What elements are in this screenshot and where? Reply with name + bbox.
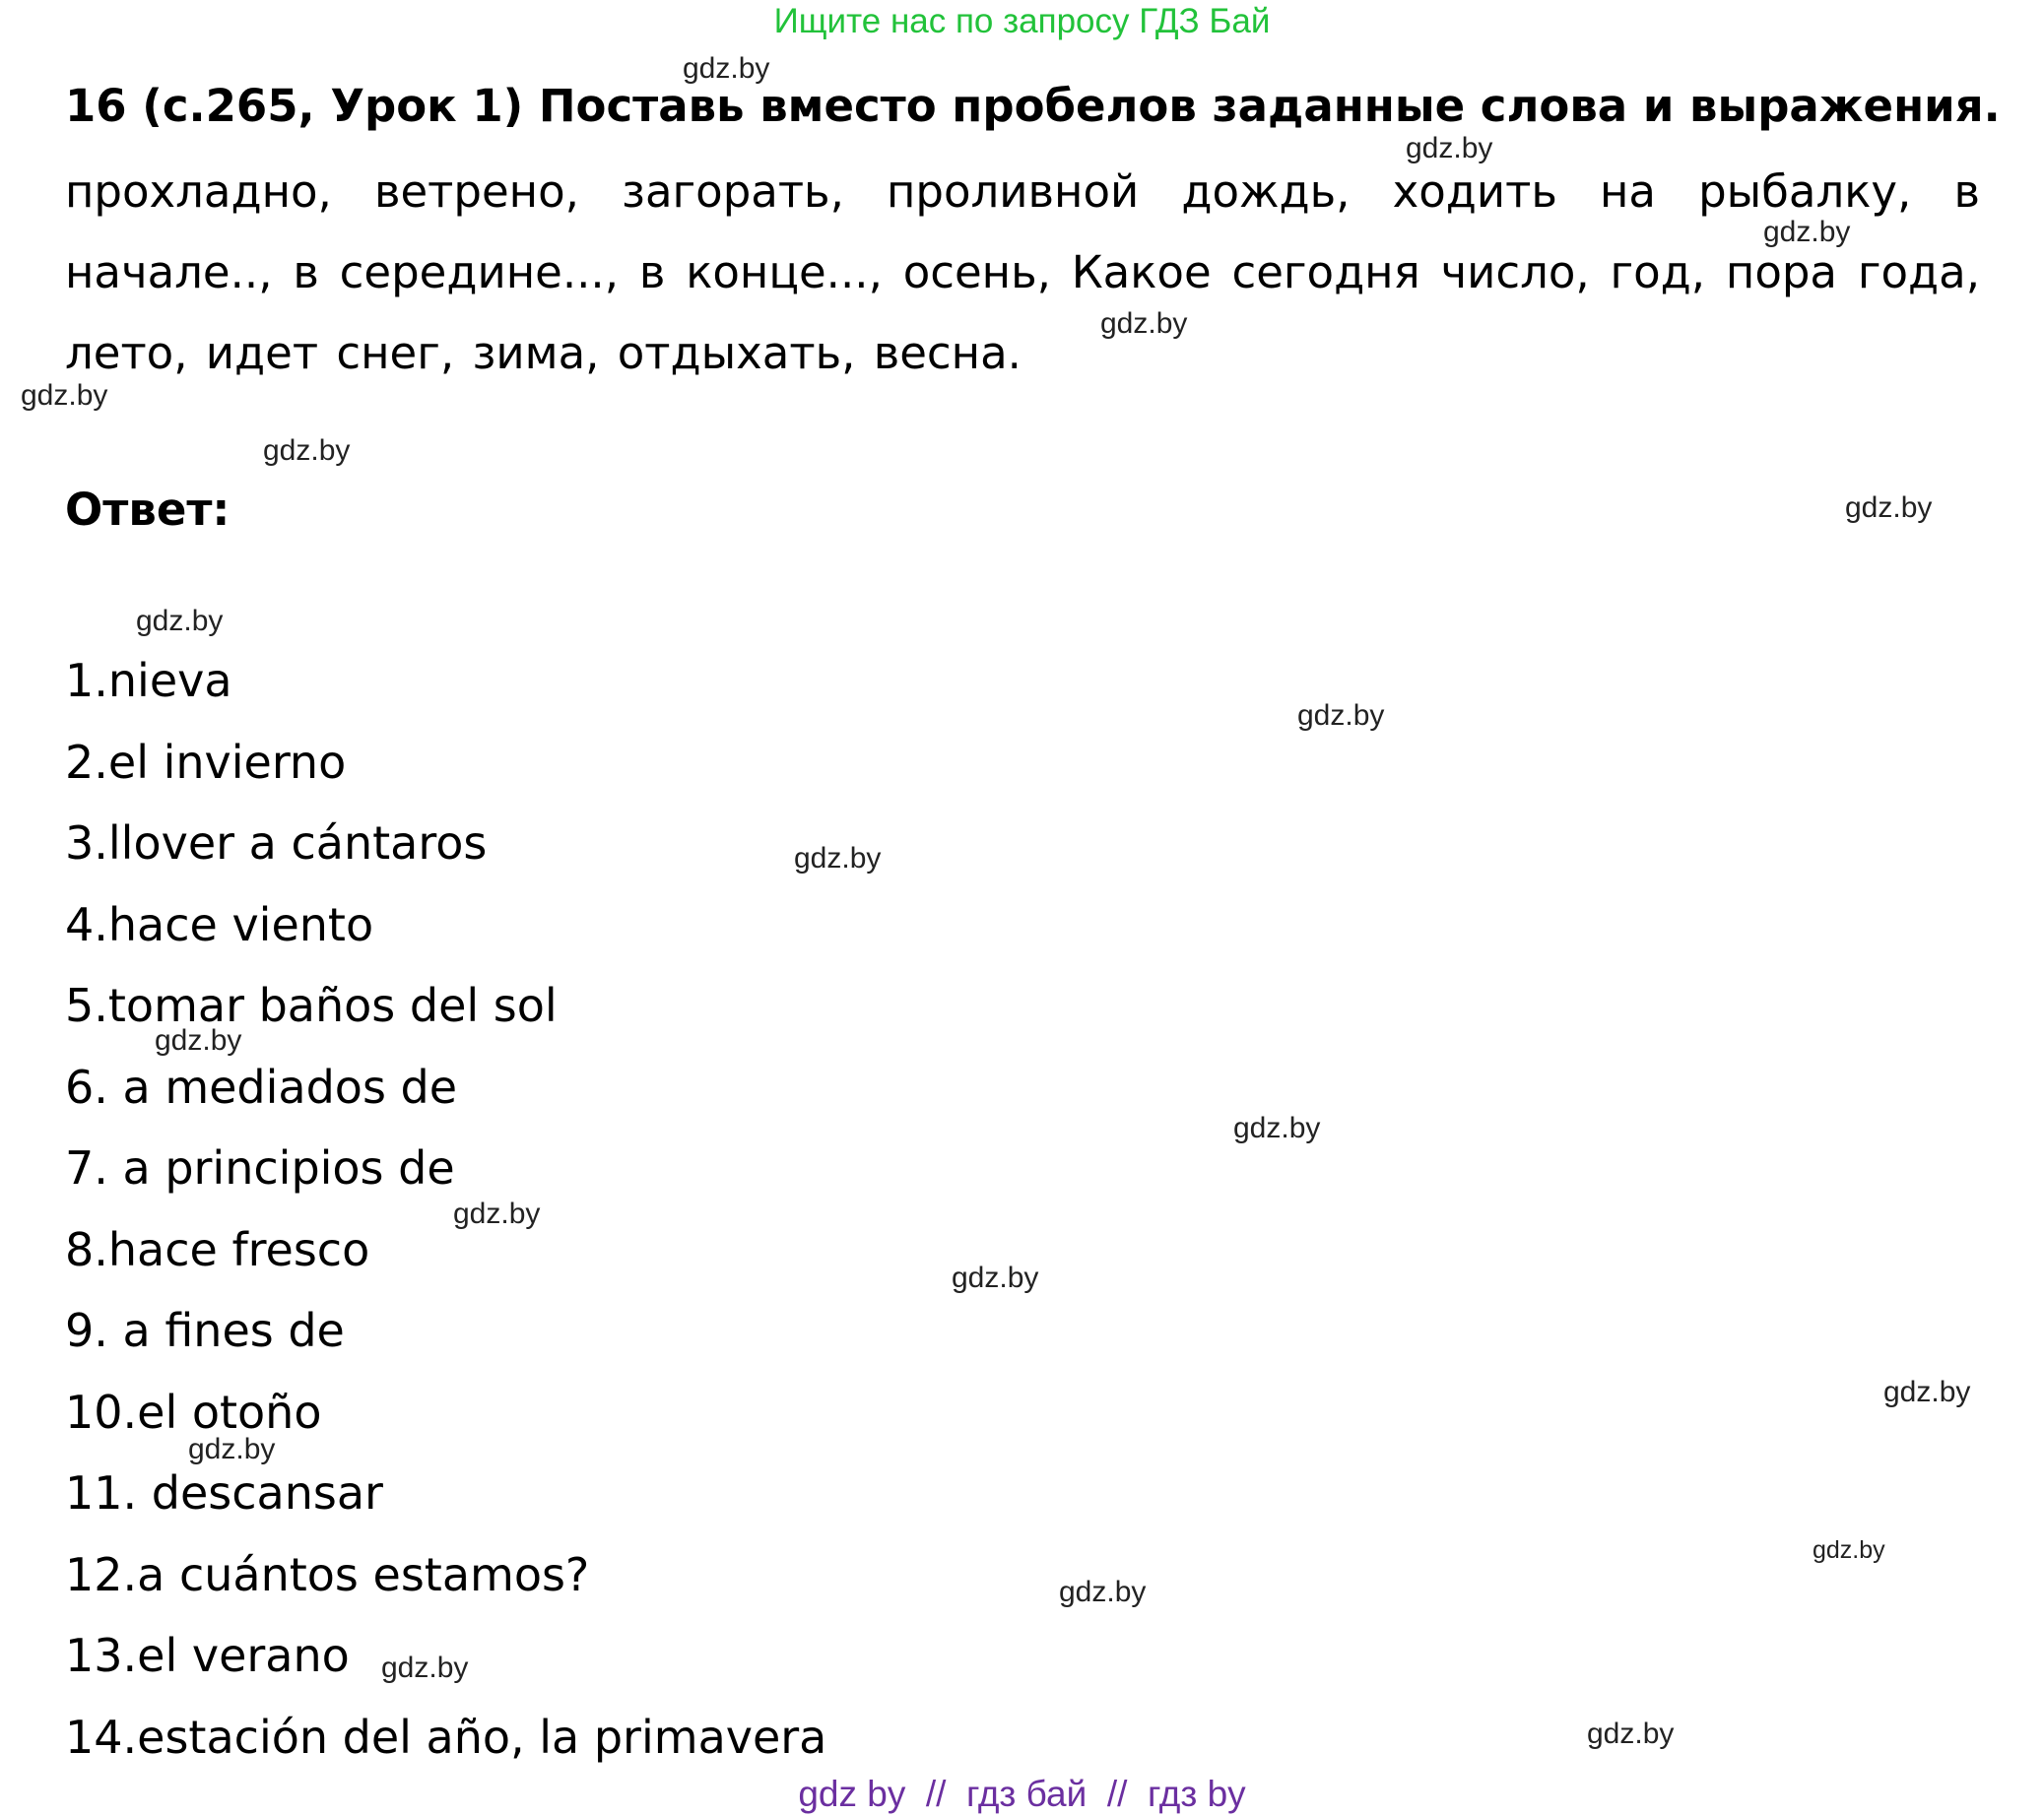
- answer-item: 5.tomar baños del sol: [65, 979, 558, 1032]
- watermark: gdz.by: [794, 842, 882, 875]
- watermark: gdz.by: [136, 605, 224, 637]
- watermark: gdz.by: [1883, 1376, 1971, 1408]
- answer-item: 3.llover a cántaros: [65, 816, 488, 870]
- watermark: gdz.by: [683, 52, 770, 85]
- answer-item: 12.a cuántos estamos?: [65, 1547, 590, 1601]
- answer-item: 10.el otoño: [65, 1385, 322, 1439]
- watermark: gdz.by: [1233, 1112, 1321, 1144]
- answer-list: [65, 640, 826, 1778]
- answer-item: 4.hace viento: [65, 897, 374, 951]
- task-heading: 16 (с.265, Урок 1) Поставь вместо пробелов заданные слова и выражения.: [65, 80, 2001, 132]
- watermark: gdz.by: [21, 379, 108, 412]
- watermark: gdz.by: [1763, 216, 1851, 248]
- answer-item: 1.nieva: [65, 654, 232, 707]
- answer-item: 2.el invierno: [65, 735, 347, 789]
- watermark: gdz.by: [1813, 1536, 1885, 1564]
- watermark: gdz.by: [1297, 699, 1385, 732]
- watermark: gdz.by: [1845, 491, 1933, 524]
- task-word-list: прохладно, ветрено, загорать, проливной дождь, ходить на рыбалку, в начале.., в середине..., в конце..., осень, Какое сегодня число, год, пора года, лето, идет снег, зима, отдыхать, весна.: [65, 165, 1980, 379]
- answer-item: 11. descansar: [65, 1466, 383, 1520]
- watermark: gdz.by: [1059, 1576, 1147, 1608]
- footer-site-links: gdz by // гдз бай // гдз by: [798, 1774, 1246, 1814]
- watermark: gdz.by: [1587, 1718, 1675, 1750]
- search-hint-banner: Ищите нас по запросу ГДЗ Бай: [773, 2, 1271, 40]
- watermark: gdz.by: [188, 1433, 276, 1465]
- answer-item: 13.el verano: [65, 1629, 350, 1682]
- answer-label: Ответ:: [65, 484, 231, 536]
- watermark: gdz.by: [263, 434, 351, 467]
- watermark: gdz.by: [1406, 132, 1493, 164]
- answer-item: 6. a mediados de: [65, 1060, 458, 1114]
- watermark: gdz.by: [155, 1024, 242, 1057]
- answer-item: 9. a fines de: [65, 1304, 345, 1357]
- answer-item: 14.estación del año, la primavera: [65, 1710, 827, 1764]
- watermark: gdz.by: [453, 1198, 541, 1230]
- watermark: gdz.by: [381, 1652, 469, 1684]
- answer-item: 8.hace fresco: [65, 1222, 370, 1276]
- watermark: gdz.by: [952, 1262, 1039, 1294]
- answer-item: 7. a principios de: [65, 1141, 455, 1195]
- watermark: gdz.by: [1100, 307, 1188, 340]
